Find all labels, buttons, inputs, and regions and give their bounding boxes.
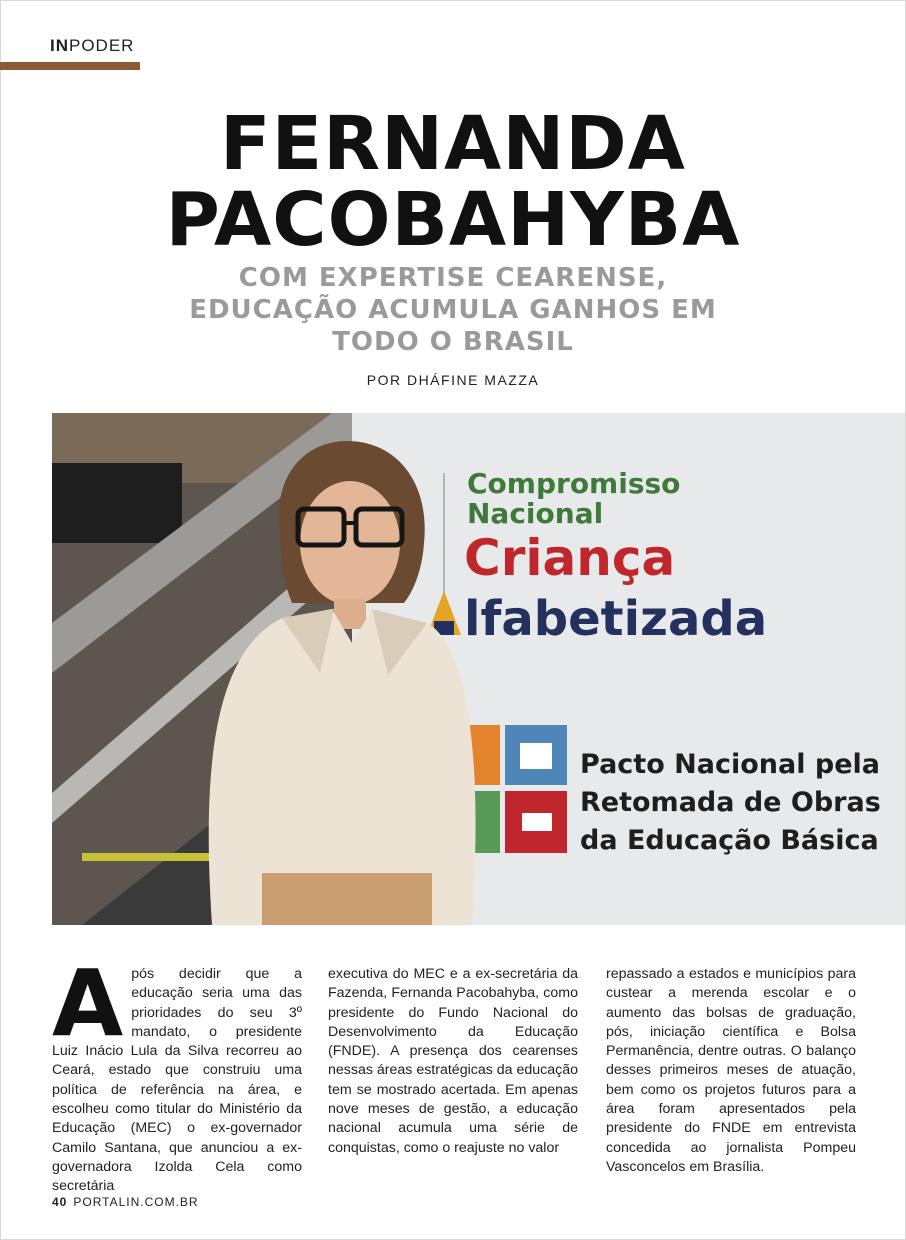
skirt-shape xyxy=(262,873,432,925)
pacto-line-1: Pacto Nacional pela xyxy=(580,749,880,780)
student-desk-shape xyxy=(522,813,552,831)
title-line-2: PACOBAHYBA xyxy=(165,177,741,263)
article-column-1 xyxy=(52,950,302,1197)
page-footer xyxy=(52,1195,199,1209)
subtitle-line-3: TODO O BRASIL xyxy=(332,327,574,357)
section-label-rest: PODER xyxy=(69,36,135,55)
title-line-1: FERNANDA xyxy=(220,101,686,187)
article-text-3: repassado a estados e municípios para custear a merenda escolar e o aumento das bolsas de graduação, pós, iniciação científica e Bolsa Permanência, dentre outras. O balanço desses primeiros meses de atuação, bem como os projetos futuros para a área foram apresentados pela presidente do FNDE em entrevista concedida ao jornalista Pompeu Vasconcelos em Brasília. xyxy=(606,966,856,1175)
banner-text-crianca: Criança xyxy=(464,529,676,587)
article-text-2: executiva do MEC e a ex-secretária da Fazenda, Fernanda Pacobahyba, como presidente do Fundo Nacional do Desenvolvimento da Educação (FNDE). A presença dos cearenses nessas áreas estratégicas da educação tem se mostrado acertada. Em apenas nove meses de gestão, a educação nacional acumula uma série de conquistas, como o reajuste no valor xyxy=(328,966,579,1156)
dark-window xyxy=(52,463,182,543)
drop-cap: A xyxy=(52,950,124,1057)
banner-text-alfabetizada: lfabetizada xyxy=(464,591,768,647)
photo-illustration xyxy=(52,413,905,925)
banner-text-compromisso: Compromisso xyxy=(467,467,681,500)
pacto-line-3: da Educação Básica xyxy=(580,825,879,856)
article-text-1: pós decidir que a educação seria uma das prioridades do seu 3º mandato, o presidente Luiz Inácio Lula da Silva recorreu ao Ceará, estado que construiu uma política de referência na área, e escolheu como titular do Ministério da Educação (MEC) o ex-governador Camilo Santana, que anunciou a ex-governadora Izolda Cela como secretária xyxy=(52,966,302,1195)
subtitle-line-1: COM EXPERTISE CEARENSE, xyxy=(238,263,668,293)
section-rule xyxy=(0,62,140,70)
section-label xyxy=(50,36,134,56)
article-subtitle xyxy=(150,262,756,358)
section-label-strong: IN xyxy=(50,36,69,55)
article-column-3 xyxy=(606,965,856,1177)
school-building-shape xyxy=(520,743,552,769)
banner-text-nacional: Nacional xyxy=(467,497,604,530)
page-number: 40 xyxy=(52,1195,68,1209)
article-title xyxy=(0,101,906,263)
article-photo xyxy=(52,413,905,925)
byline: POR DHÁFINE MAZZA xyxy=(366,372,540,388)
site-url: PORTALIN.COM.BR xyxy=(73,1195,199,1209)
pacto-line-2: Retomada de Obras xyxy=(580,787,881,818)
subtitle-line-2: EDUCAÇÃO ACUMULA GANHOS EM xyxy=(189,295,717,325)
article-column-2 xyxy=(328,965,578,1158)
